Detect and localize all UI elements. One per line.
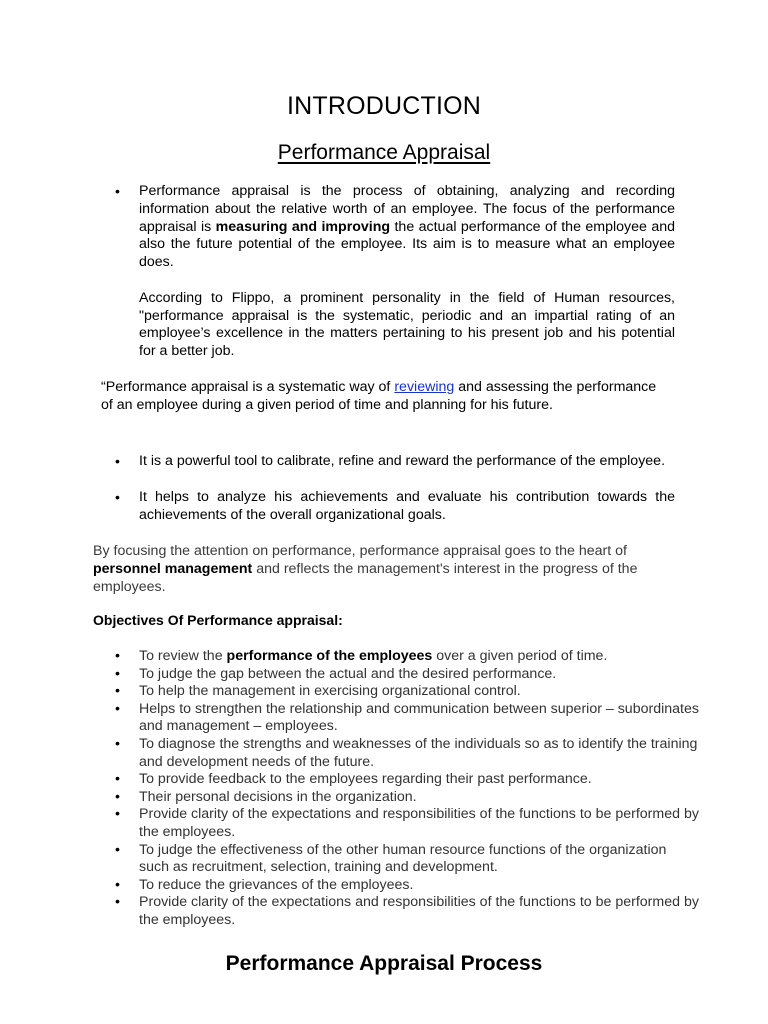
objective-text: Helps to strengthen the relationship and communication between superior – subordinates and management – employees.: [139, 700, 699, 735]
bullet-dot: •: [115, 648, 120, 664]
bullet-dot: •: [115, 665, 120, 682]
objective-text: Their personal decisions in the organization.: [139, 788, 417, 805]
list-item: [115, 806, 699, 841]
bullet-dot: •: [115, 876, 120, 893]
reviewing-link[interactable]: reviewing: [394, 379, 455, 395]
list-item: [115, 735, 699, 771]
tool-bullet-text: It is a powerful tool to calibrate, refine and reward the performance of the employee.: [139, 453, 666, 469]
bullet-dot: •: [115, 683, 120, 700]
focus-text-pre: By focusing the attention on performance, performance appraisal goes to the heart of: [93, 543, 627, 559]
bullet-dot: •: [115, 806, 120, 823]
list-item: [115, 788, 699, 807]
list-item: [115, 841, 699, 877]
objectives-list: [115, 648, 699, 930]
definition-bullet: [115, 183, 675, 361]
objective-text: To review the: [139, 648, 227, 664]
list-item: [115, 894, 699, 929]
objective-text: To diagnose the strengths and weaknesses of the individuals so as to identify the training and development needs of the future.: [139, 735, 698, 770]
quote-text-post: and assessing the performance of an employee during a given period of time and planning for his future.: [101, 379, 657, 413]
objective-text: To reduce the grievances of the employees.: [139, 876, 414, 893]
bullet-dot: •: [115, 489, 120, 505]
bullet-dot: •: [115, 894, 120, 911]
tool-bullet: [115, 453, 675, 471]
list-item: [115, 683, 699, 701]
flippo-quote: According to Flippo, a prominent personality in the field of Human resources, "performance appraisal is the systematic, periodic and an impartial rating of an employee’s excellence in the matters pertaining to his present job and his potential for a better job.: [139, 289, 675, 360]
bullet-dot: •: [115, 453, 120, 469]
quote-paragraph: [101, 379, 661, 415]
objective-text: over a given period of time.: [432, 648, 608, 664]
bullet-dot: •: [115, 700, 120, 717]
objective-text: Provide clarity of the expectations and responsibilities of the functions to be performed by the employees.: [139, 806, 699, 840]
bullet-dot: •: [115, 841, 120, 858]
objectives-heading: Objectives Of Performance appraisal:: [93, 612, 343, 628]
objective-text: To judge the effectiveness of the other human resource functions of the organization such as recruitment, selection, training and development.: [139, 841, 667, 876]
objective-bold: performance of the employees: [226, 648, 433, 664]
page-title: INTRODUCTION: [286, 92, 482, 120]
focus-text-post: and reflects the management's interest in the progress of the employees.: [93, 560, 638, 595]
subtitle-text: Performance Appraisal: [277, 141, 491, 164]
objective-text: Provide clarity of the expectations and responsibilities of the functions to be performed by the employees.: [139, 894, 699, 928]
list-item: [115, 665, 699, 684]
bullet-dot: •: [115, 735, 120, 752]
page-subtitle: [0, 141, 768, 165]
quote-text-pre: “Performance appraisal is a systematic way of: [101, 379, 395, 395]
bullet-dot: •: [115, 788, 120, 805]
definition-text: [139, 183, 675, 272]
focus-bold: personnel management: [93, 560, 253, 577]
achievements-bullet-text: It helps to analyze his achievements and evaluate his contribution towards the achievements of the overall organizational goals.: [139, 489, 675, 523]
objective-text: To judge the gap between the actual and the desired performance.: [139, 665, 557, 682]
list-item: [115, 771, 699, 789]
definition-text-part2: the actual performance of the employee and also the future potential of the employee. Its aim is to measure what an employee does.: [139, 218, 675, 271]
definition-bold: measuring and improving: [215, 218, 391, 235]
achievements-bullet: [115, 489, 675, 525]
definition-text-part1: Performance appraisal is the process of obtaining, analyzing and recording information about the relative worth of an employee. The focus of the performance appraisal is: [139, 183, 675, 235]
bullet-dot: •: [115, 771, 120, 788]
bullet-dot: •: [115, 183, 120, 199]
objective-text: To provide feedback to the employees regarding their past performance.: [139, 771, 592, 788]
focus-paragraph: [93, 543, 673, 596]
list-item: [115, 648, 699, 666]
list-item: [115, 700, 699, 736]
list-item: [115, 876, 699, 895]
objective-text: To help the management in exercising organizational control.: [139, 683, 521, 700]
section-title: Performance Appraisal Process: [225, 952, 543, 975]
